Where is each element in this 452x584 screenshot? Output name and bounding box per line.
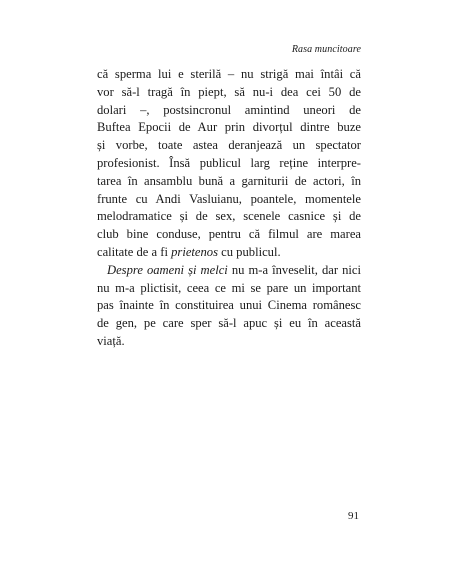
text-line: calitate de a fi prietenos cu publicul. [97, 244, 281, 259]
text-line: și vorbe, toate astea deranjează un spectator [97, 138, 361, 153]
text-line: pas înainte în constituirea unui Cinema românesc [97, 298, 361, 313]
text-line: frunte cu Andi Vasluianu, poantele, momentele [97, 191, 361, 206]
text-line: că sperma lui e sterilă – nu strigă mai întâi că [97, 67, 361, 81]
text-line: viață. [97, 333, 125, 348]
text-line: de gen, pe care sper să-l apuc și eu în această [97, 316, 361, 331]
running-header-title: Rasa muncitoare [291, 44, 361, 55]
italic-phrase: prietenos [171, 244, 218, 259]
text-line: dolari –, postsincronul amintind uneori de [97, 102, 361, 117]
page-number: 91 [348, 510, 359, 522]
paragraph-2 [97, 262, 361, 351]
text-line: Despre oameni și melci nu m-a înveselit, dar nici [107, 262, 361, 277]
text-line: profesionist. Însă publicul larg reține interpre- [97, 155, 361, 170]
italic-film-title: Despre oameni și melci [107, 262, 228, 277]
body-text [97, 66, 361, 351]
text-line: tarea în ansamblu bună a garniturii de actori, în [97, 173, 361, 188]
text-line: vor să-l tragă în piept, să nu-i dea cei 50 de [97, 84, 361, 99]
text-line: melodramatice și de sex, scenele casnice și de [97, 209, 361, 224]
text-line: nu m-a plictisit, ceea ce mi se pare un important [97, 280, 361, 295]
text-line: Buftea Epocii de Aur prin divorțul dintre buze [97, 120, 361, 135]
text-line: club bine conduse, pentru că filmul are marea [97, 227, 361, 242]
paragraph-1 [97, 66, 361, 262]
